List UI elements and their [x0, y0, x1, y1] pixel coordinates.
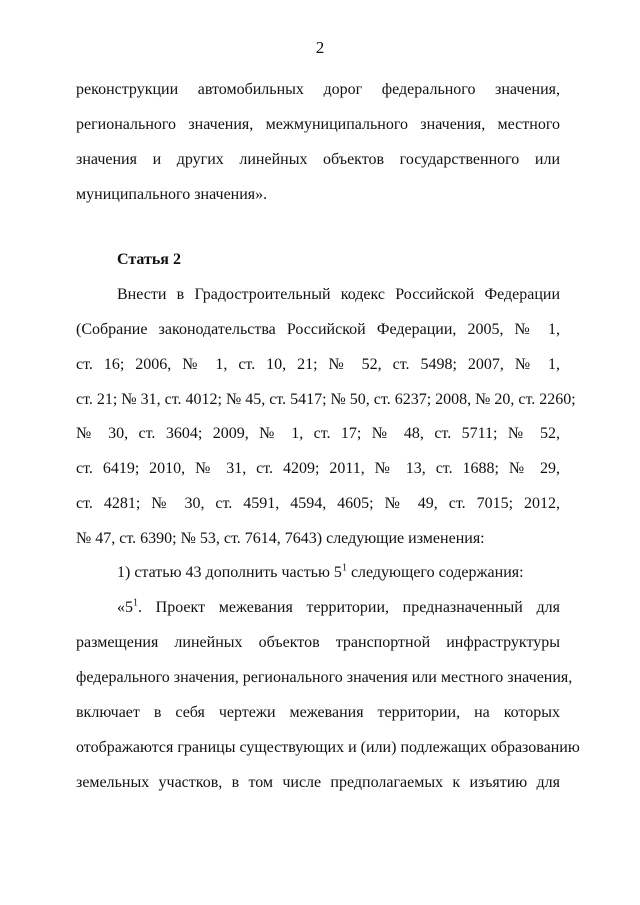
superscript: 1: [133, 597, 138, 609]
quote-line: [117, 598, 560, 618]
text-line: ст. 16; 2006, № 1, ст. 10, 21; № 52, ст. 5498; 2007, № 1,: [76, 356, 560, 373]
text-line: Внести в Градостроительный кодекс Российской Федерации: [117, 286, 560, 303]
text-line: регионального значения, межмуниципального значения, местного: [76, 116, 560, 133]
superscript: 1: [341, 562, 347, 574]
text-line: земельных участков, в том числе предполагаемых к изъятию для: [76, 774, 560, 791]
text-line: № 30, ст. 3604; 2009, № 1, ст. 17; № 48, ст. 5711; № 52,: [76, 425, 560, 442]
item-text-after: следующего содержания:: [346, 564, 524, 581]
text-line: № 47, ст. 6390; № 53, ст. 7614, 7643) следующие изменения:: [76, 530, 485, 547]
text-line: (Собрание законодательства Российской Федерации, 2005, № 1,: [76, 321, 560, 338]
quote-text-after: . Проект межевания территории, предназначенный для: [138, 599, 560, 616]
text-line: размещения линейных объектов транспортной инфраструктуры: [76, 634, 560, 651]
text-line: федерального значения, регионального значения или местного значения,: [76, 669, 573, 686]
text-line: отображаются границы существующих и (или) подлежащих образованию: [76, 739, 580, 756]
text-line: значения и других линейных объектов государственного или: [76, 151, 560, 168]
text-line: ст. 4281; № 30, ст. 4591, 4594, 4605; № 49, ст. 7015; 2012,: [76, 495, 560, 512]
text-line: включает в себя чертежи межевания территории, на которых: [76, 704, 560, 721]
text-line: ст. 6419; 2010, № 31, ст. 4209; 2011, № 13, ст. 1688; № 29,: [76, 460, 560, 477]
text-line: реконструкции автомобильных дорог федерального значения,: [76, 81, 560, 98]
quote-text-before: «5: [117, 599, 133, 616]
list-item: [117, 563, 560, 583]
text-line: муниципального значения».: [76, 186, 268, 203]
page-number: 2: [315, 38, 325, 57]
text-line: ст. 21; № 31, ст. 4012; № 45, ст. 5417; № 50, ст. 6237; 2008, № 20, ст. 2260;: [76, 391, 576, 408]
item-text-before: 1) статью 43 дополнить частью 5: [117, 564, 342, 581]
article-heading: Статья 2: [117, 251, 181, 268]
